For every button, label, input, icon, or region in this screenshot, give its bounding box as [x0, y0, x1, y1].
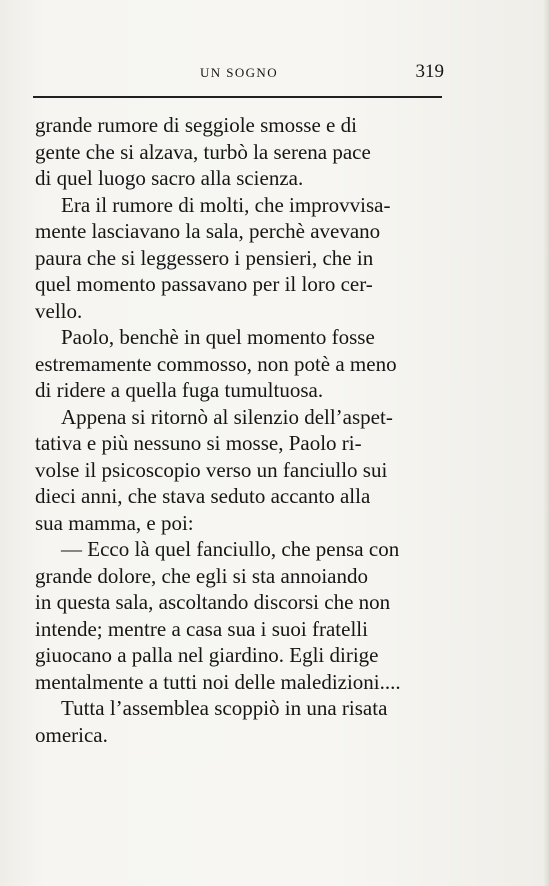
- paragraph: [35, 536, 455, 695]
- text-line: Tutta l’assemblea scoppiò in una risata: [61, 696, 388, 720]
- text-line: mentalmente a tutti noi delle maledizioni....: [35, 669, 401, 694]
- text-line: volse il psicoscopio verso un fanciullo sui: [35, 457, 388, 482]
- text-line: omerica.: [35, 722, 108, 747]
- text-line: sua mamma, e poi:: [35, 510, 194, 535]
- text-line: Appena si ritornò al silenzio dell’aspet-: [61, 404, 393, 429]
- text-line: quel momento passavano per il loro cer-: [35, 272, 373, 296]
- text-line: grande dolore, che egli si sta annoiando: [35, 563, 368, 588]
- text-line: gente che si alzava, turbò la serena pace: [35, 139, 371, 164]
- text-line: paura che si leggessero i pensieri, che in: [35, 245, 374, 270]
- text-line: estremamente commosso, non potè a meno: [35, 351, 397, 376]
- text-line: Paolo, benchè in quel momento fosse: [61, 325, 375, 349]
- text-line: di ridere a quella fuga tumultuosa.: [35, 378, 324, 402]
- paragraph: [35, 324, 455, 404]
- text-line: mente lasciavano la sala, perchè avevano: [35, 219, 381, 243]
- text-line: grande rumore di seggiole smosse e di: [35, 113, 357, 137]
- text-line: di quel luogo sacro alla scienza.: [35, 166, 304, 190]
- text-line: in questa sala, ascoltando discorsi che non: [35, 590, 391, 614]
- page-edge-shadow: [543, 0, 549, 886]
- paragraph: [35, 192, 455, 325]
- header-rule: [33, 96, 442, 98]
- text-line: giuocano a palla nel giardino. Egli dirige: [35, 643, 379, 667]
- text-line: tativa e più nessuno si mosse, Paolo ri-: [35, 431, 362, 455]
- text-line: — Ecco là quel fanciullo, che pensa con: [61, 537, 400, 561]
- paragraph: [35, 112, 455, 192]
- page-header: [34, 60, 444, 88]
- text-line: Era il rumore di molti, che improvvisa-: [61, 192, 391, 217]
- body-text: [35, 112, 455, 748]
- text-line: intende; mentre a casa sua i suoi fratelli: [35, 616, 368, 641]
- page-number: 319: [415, 61, 444, 82]
- running-head: UN SOGNO: [199, 65, 278, 80]
- paragraph: [35, 404, 455, 537]
- text-line: vello.: [35, 298, 83, 323]
- text-line: dieci anni, che stava seduto accanto alla: [35, 484, 371, 508]
- paragraph: [35, 695, 455, 748]
